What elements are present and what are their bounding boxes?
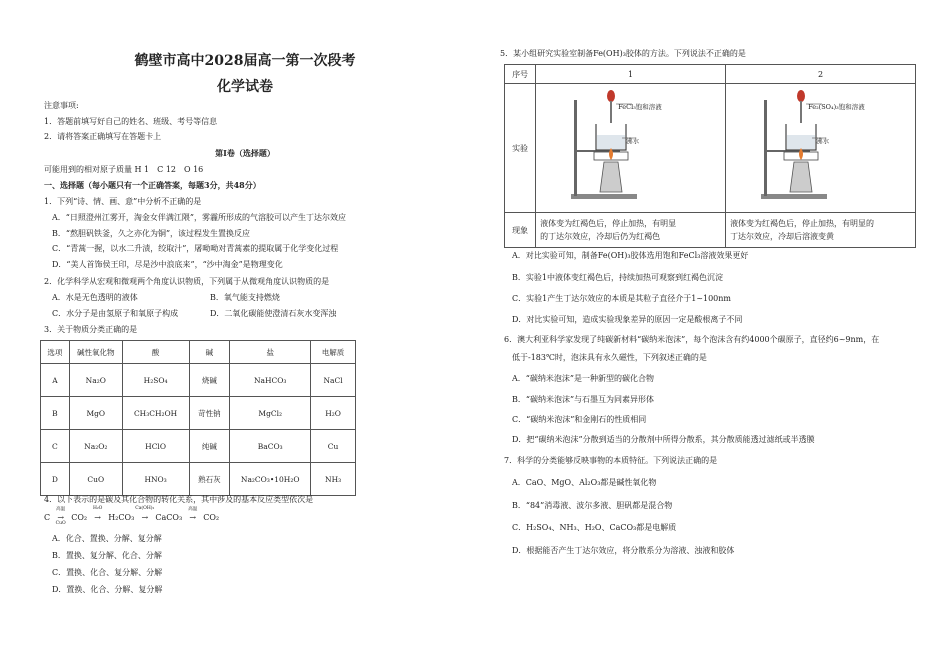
table-row bbox=[505, 84, 916, 213]
table-cell: 苛性钠 bbox=[189, 397, 230, 430]
alcohol-lamp bbox=[600, 162, 622, 192]
table-cell: CuO bbox=[69, 463, 122, 496]
table-cell: Na₂CO₃•10H₂O bbox=[230, 463, 311, 496]
question-4-option: C．置换、化合、复分解、分解 bbox=[52, 568, 163, 577]
table-header-row bbox=[41, 341, 356, 364]
question-7-option: A．CaO、MgO、Al₂O₃都是碱性氧化物 bbox=[512, 478, 657, 487]
reaction-arrow: → 高温 CuO bbox=[53, 513, 69, 522]
chain-species: CO₂ bbox=[203, 513, 220, 522]
stand-base bbox=[571, 194, 637, 199]
question-3-table bbox=[40, 340, 356, 496]
dropper-bulb bbox=[797, 90, 805, 102]
question-5-option: D．对比实验可知，造成实验现象差异的原因一定是酸根离子不同 bbox=[512, 315, 743, 324]
question-2-option: C．水分子是由氢原子和氧原子构成 bbox=[52, 309, 179, 318]
table-row bbox=[505, 213, 916, 248]
table-header-cell: 电解质 bbox=[311, 341, 356, 364]
chain-species: C bbox=[44, 513, 51, 522]
question-6-stem-continued: 低于-183℃时，泡沫具有永久磁性，下列叙述正确的是 bbox=[512, 353, 707, 362]
observation-text: 液体变为红褐色后，停止加热，有明显 bbox=[540, 219, 677, 228]
table-cell: H₂SO₄ bbox=[122, 364, 189, 397]
exam-subtitle: 化学试卷 bbox=[217, 79, 273, 95]
question-1-option: B．“熬胆矾铁釜，久之亦化为铜”，该过程发生置换反应 bbox=[52, 229, 251, 238]
question-2-stem: 2．化学科学从宏观和微观两个角度认识物质，下列属于从微观角度认识物质的是 bbox=[44, 277, 330, 286]
table-header-cell: 碱 bbox=[189, 341, 230, 364]
table-cell: B bbox=[41, 397, 70, 430]
question-5-option: C．实验1产生丁达尔效应的本质是其粒子直径介于1~100nm bbox=[512, 294, 732, 303]
question-7-stem: 7．科学的分类能够反映事物的本质特征。下列说法正确的是 bbox=[504, 456, 718, 465]
stand-rod bbox=[764, 100, 767, 196]
question-2-option: B．氧气能支持燃烧 bbox=[210, 293, 280, 302]
question-6-option: B．“碳纳米泡沫”与石墨互为同素异形体 bbox=[512, 395, 655, 404]
notice-item: 2．请将答案正确填写在答题卡上 bbox=[44, 132, 162, 141]
reagent-label-1: FeCl₃饱和溶液 bbox=[618, 103, 662, 111]
table-row bbox=[41, 430, 356, 463]
question-5-option: A．对比实验可知，制备Fe(OH)₃胶体选用饱和FeCl₃溶液效果更好 bbox=[512, 251, 749, 260]
reaction-arrow: → Ca(OH)₂ bbox=[135, 506, 155, 522]
question-1-option: C．“青蒿一握，以水二升渍，绞取汁”，屠呦呦对青蒿素的提取属于化学变化过程 bbox=[52, 244, 339, 253]
question-7-option: B．“84”消毒液、波尔多液、胆矾都是混合物 bbox=[512, 501, 673, 510]
table-cell: H₂O bbox=[311, 397, 356, 430]
arrow-condition: 高温 bbox=[56, 507, 66, 512]
table-cell: MgCl₂ bbox=[230, 397, 311, 430]
dropper-tube bbox=[610, 101, 612, 123]
question-3-stem: 3．关于物质分类正确的是 bbox=[44, 325, 138, 334]
table-row bbox=[41, 397, 356, 430]
question-1-stem: 1．下列“诗、情、画、意”中分析不正确的是 bbox=[44, 197, 202, 206]
reaction-chain bbox=[44, 506, 220, 526]
table-cell: CH₃CH₂OH bbox=[122, 397, 189, 430]
question-1-option: D．“美人首饰侯王印，尽是沙中浪底来”，“沙中淘金”是物理变化 bbox=[52, 260, 283, 269]
arrow-condition: Ca(OH)₂ bbox=[135, 506, 155, 511]
table-cell: 实验 bbox=[505, 84, 536, 213]
chain-species: H₂CO₃ bbox=[108, 513, 135, 522]
table-header-cell: 2 bbox=[726, 65, 916, 84]
observation-text: 液体变为红褐色后，停止加热，有明显的 bbox=[730, 219, 875, 228]
table-cell: C bbox=[41, 430, 70, 463]
reagent-label-2: Fe₂(SO₄)₃饱和溶液 bbox=[808, 103, 865, 111]
question-2-option: D．二氧化碳能使澄清石灰水变浑浊 bbox=[210, 309, 337, 318]
notice-heading: 注意事项: bbox=[44, 101, 79, 110]
table-header-cell: 1 bbox=[536, 65, 726, 84]
notice-item: 1．答题前填写好自己的姓名、班级、考号等信息 bbox=[44, 117, 218, 126]
question-6-option: D．把“碳纳米泡沫”分散到适当的分散剂中所得分散系，其分散质能透过滤纸或半透膜 bbox=[512, 435, 815, 444]
chain-species: CaCO₃ bbox=[155, 513, 183, 522]
section-title: 第Ⅰ卷（选择题） bbox=[215, 148, 275, 158]
water-label-2: 沸水 bbox=[816, 137, 830, 145]
question-6-option: C．“碳纳米泡沫”和金刚石的性质相同 bbox=[512, 415, 647, 424]
observation-text: 丁达尔效应，冷却后溶液变黄 bbox=[730, 232, 835, 241]
stand-base bbox=[761, 194, 827, 199]
part-heading: 一、选择题（每小题只有一个正确答案，每题3分，共48分） bbox=[44, 180, 261, 190]
table-cell: 烧碱 bbox=[189, 364, 230, 397]
question-4-option: B．置换、复分解、化合、分解 bbox=[52, 551, 162, 560]
table-cell: HClO bbox=[122, 430, 189, 463]
table-header-cell: 选项 bbox=[41, 341, 70, 364]
question-6-stem: 6．澳大利亚科学家发现了纯碳新材料“碳纳米泡沫”，每个泡沫含有约4000个碳原子，直径约6~9nm，在 bbox=[504, 335, 880, 344]
reaction-arrow: → H₂O bbox=[90, 513, 106, 522]
observation-text: 的丁达尔效应，冷却后仍为红褐色 bbox=[540, 232, 661, 241]
table-cell: NaCl bbox=[311, 364, 356, 397]
question-7-option: D．根据能否产生丁达尔效应，将分散系分为溶液、浊液和胶体 bbox=[512, 546, 735, 555]
question-1-option: A．“日照澄州江雾开，淘金女伴满江隈”，雾霾所形成的气溶胶可以产生丁达尔效应 bbox=[52, 213, 346, 222]
chain-species: CO₂ bbox=[71, 513, 88, 522]
experiment-2-cell bbox=[726, 84, 916, 213]
table-header-cell: 序号 bbox=[505, 65, 536, 84]
water-label-1: 沸水 bbox=[626, 137, 640, 145]
table-cell: Na₂O bbox=[69, 364, 122, 397]
question-4-stem: 4．以下表示的是碳及其化合物的转化关系，其中涉及的基本反应类型依次是 bbox=[44, 495, 314, 504]
boiling-water bbox=[597, 135, 625, 149]
table-cell: D bbox=[41, 463, 70, 496]
table-cell: Na₂O₂ bbox=[69, 430, 122, 463]
question-5-stem: 5．某小组研究实验室制备Fe(OH)₃胶体的方法。下列说法不正确的是 bbox=[500, 49, 746, 58]
table-cell: 现象 bbox=[505, 213, 536, 248]
table-cell: 熟石灰 bbox=[189, 463, 230, 496]
reaction-arrow: → 高温 bbox=[185, 513, 201, 522]
experiment-1-cell bbox=[536, 84, 726, 213]
question-5-option: B．实验1中液体变红褐色后，持续加热可观察到红褐色沉淀 bbox=[512, 273, 723, 282]
table-cell: NH₃ bbox=[311, 463, 356, 496]
table-row bbox=[41, 463, 356, 496]
table-cell: Cu bbox=[311, 430, 356, 463]
question-6-option: A．“碳纳米泡沫”是一种新型的碳化合物 bbox=[512, 374, 654, 383]
stand-rod bbox=[574, 100, 577, 196]
atomic-mass-line: 可能用到的相对原子质量 H 1 C 12 O 16 bbox=[44, 165, 204, 174]
alcohol-lamp bbox=[790, 162, 812, 192]
table-header-cell: 碱性氧化物 bbox=[69, 341, 122, 364]
table-cell: A bbox=[41, 364, 70, 397]
table-header-row bbox=[505, 65, 916, 84]
observation-1-cell bbox=[536, 213, 726, 248]
table-cell: MgO bbox=[69, 397, 122, 430]
question-5-table bbox=[504, 64, 916, 248]
dropper-tube bbox=[800, 101, 802, 123]
table-cell: NaHCO₃ bbox=[230, 364, 311, 397]
table-header-cell: 酸 bbox=[122, 341, 189, 364]
table-header-cell: 盐 bbox=[230, 341, 311, 364]
table-cell: BaCO₃ bbox=[230, 430, 311, 463]
boiling-water bbox=[787, 135, 815, 149]
observation-2-cell bbox=[726, 213, 916, 248]
arrow-condition-below: CuO bbox=[55, 521, 66, 526]
question-4-option: A．化合、置换、分解、复分解 bbox=[52, 534, 162, 543]
table-cell: 纯碱 bbox=[189, 430, 230, 463]
exam-title: 鹤壁市高中2028届高一第一次段考 bbox=[134, 53, 356, 69]
question-4-option: D．置换、化合、分解、复分解 bbox=[52, 585, 163, 594]
table-cell: HNO₃ bbox=[122, 463, 189, 496]
arrow-condition: H₂O bbox=[92, 506, 103, 511]
arrow-condition: 高温 bbox=[188, 507, 198, 512]
table-row bbox=[41, 364, 356, 397]
question-2-option: A．水是无色透明的液体 bbox=[52, 293, 138, 302]
question-7-option: C．H₂SO₄、NH₃、H₂O、CaCO₃都是电解质 bbox=[512, 523, 677, 532]
dropper-bulb bbox=[607, 90, 615, 102]
